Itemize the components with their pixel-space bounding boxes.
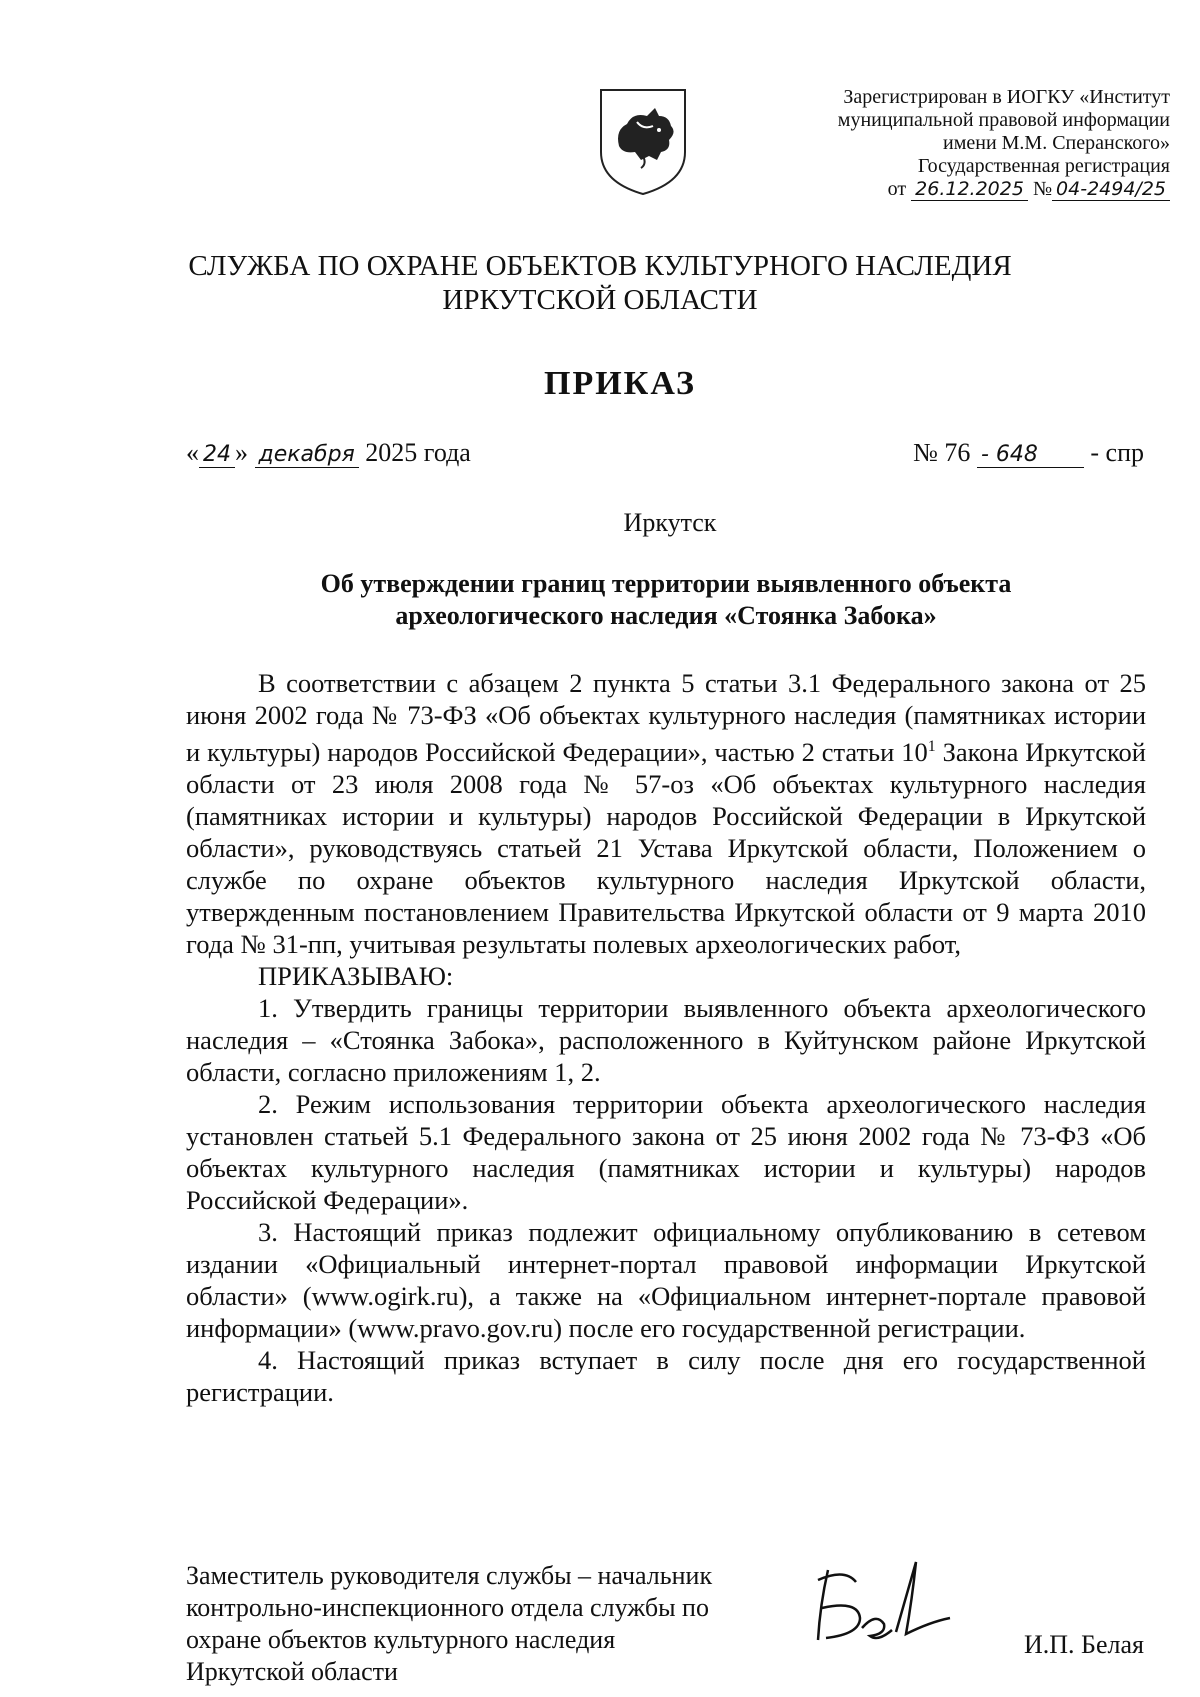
order-item-3: 3. Настоящий приказ подлежит официальному опубликованию в сетевом издании «Официальный интернет-портал правовой информации Иркутской области» (www.ogirk.ru), а также на «Официальном интернет-портале правовой информации» (www.pravo.gov.ru) после его государственной регистрации. — [186, 1216, 1146, 1343]
signer-line-2: контрольно-инспекционного отдела службы по — [186, 1593, 709, 1622]
document-title — [186, 568, 1146, 632]
coat-of-arms-icon — [597, 86, 689, 198]
order-year: 2025 года — [365, 438, 471, 467]
document-type: ПРИКАЗ — [544, 365, 696, 402]
organization-line-2: ИРКУТСКОЙ ОБЛАСТИ — [442, 284, 758, 316]
registration-number-prefix: № — [1032, 178, 1053, 200]
city: Иркутск — [623, 508, 717, 537]
order-word: ПРИКАЗЫВАЮ: — [258, 960, 454, 991]
order-item-1: 1. Утвердить границы территории выявленного объекта археологического наследия – «Стоянка Забока», расположенного в Куйтунском районе Иркутской области, согласно приложениям 1, 2. — [186, 992, 1146, 1087]
registration-stamp — [750, 86, 1170, 201]
order-item-2: 2. Режим использования территории объекта археологического наследия установлен статьей 5.1 Федерального закона от 25 июня 2002 года № 73-ФЗ «Об объектах культурного наследия (памятниках истории и культуры) народов Российской Федерации». — [186, 1088, 1146, 1215]
title-line-1: Об утверждении границ территории выявленного объекта — [320, 569, 1012, 598]
organization-line-1: СЛУЖБА ПО ОХРАНЕ ОБЪЕКТОВ КУЛЬТУРНОГО НАСЛЕДИЯ — [188, 250, 1012, 282]
registration-line-1: Зарегистрирован в ИОГКУ «Институт — [843, 86, 1170, 108]
registration-number: 04-2494/25 — [1052, 178, 1170, 201]
organization-name — [0, 249, 1200, 317]
signer-name: И.П. Белая — [1024, 1630, 1144, 1659]
registration-line-3: имени М.М. Сперанского» — [943, 132, 1170, 154]
preamble-paragraph — [186, 667, 1146, 960]
registration-date-prefix: от — [887, 178, 907, 200]
preamble-superscript: 1 — [927, 738, 936, 755]
handwritten-signature — [800, 1550, 960, 1650]
order-number-prefix: № 76 — [913, 438, 971, 467]
title-line-2: археологического наследия «Стоянка Забока» — [395, 601, 937, 630]
order-number-suffix: - спр — [1090, 438, 1144, 467]
document-body — [186, 667, 1146, 1408]
signer-line-4: Иркутской области — [186, 1657, 398, 1686]
registration-date: 26.12.2025 — [911, 178, 1028, 201]
signer-line-3: охране объектов культурного наследия — [186, 1625, 616, 1654]
registration-line-4: Государственная регистрация — [917, 155, 1170, 177]
order-number — [913, 438, 1144, 468]
signer-position — [186, 1560, 786, 1688]
date-close-quote: » — [235, 438, 248, 467]
order-item-4: 4. Настоящий приказ вступает в силу после дня его государственной регистрации. — [186, 1344, 1146, 1407]
order-date — [186, 438, 471, 468]
registration-line-2: муниципальной правовой информации — [837, 109, 1170, 131]
date-open-quote: « — [186, 438, 199, 467]
order-day: 24 — [199, 442, 235, 468]
registration-date-line — [750, 178, 1170, 201]
signer-line-1: Заместитель руководителя службы – начальник — [186, 1561, 713, 1590]
preamble-text-2: Закона Иркутской области от 23 июля 2008 года № 57-оз «Об объектах культурного наследия (памятниках истории и культуры) народов Российской Федерации в Иркутской области», руководствуясь статьей 21 Устава Иркутской области, Положением о службе по охране объектов культурного наследия Иркутской области, утвержденным постановлением Правительства Иркутской области от 9 марта 2010 года № 31-пп, учитывая результаты полевых археологических работ, — [186, 736, 1146, 959]
order-month: декабря — [255, 442, 359, 468]
order-number-value: - 648 — [977, 442, 1084, 468]
preamble-text-1: В соответствии с абзацем 2 пункта 5 статьи 3.1 Федерального закона от 25 июня 2002 года № 73-ФЗ «Об объектах культурного наследия (памятниках истории и культуры) народов Российской Федерации», частью 2 статьи 10 — [186, 668, 1146, 767]
